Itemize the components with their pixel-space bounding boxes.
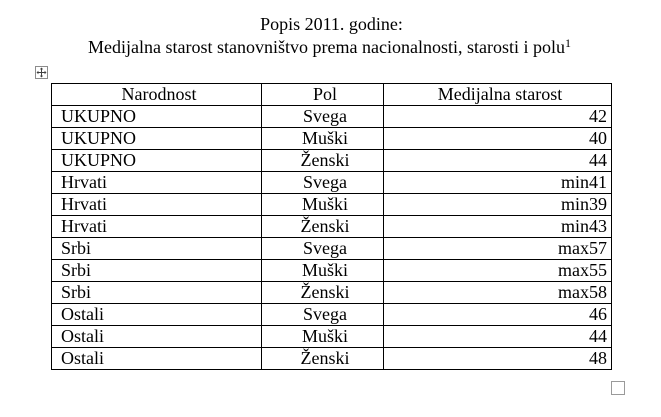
- document-subtitle: [0, 36, 660, 60]
- cell-narodnost[interactable]: Hrvati: [52, 172, 262, 194]
- table-row: [52, 216, 612, 238]
- document-title: [1, 13, 661, 35]
- cell-pol[interactable]: Svega: [262, 172, 384, 194]
- header-pol[interactable]: Pol: [262, 84, 384, 106]
- cell-narodnost[interactable]: Srbi: [52, 260, 262, 282]
- table-row: [52, 326, 612, 348]
- cell-medijalna-starost[interactable]: min41: [384, 172, 612, 194]
- cell-pol[interactable]: Muški: [262, 128, 384, 150]
- cell-pol[interactable]: Svega: [262, 106, 384, 128]
- header-narodnost[interactable]: Narodnost: [52, 84, 262, 106]
- cell-narodnost[interactable]: Ostali: [52, 304, 262, 326]
- table-row: [52, 172, 612, 194]
- cell-narodnost[interactable]: Srbi: [52, 238, 262, 260]
- cell-medijalna-starost[interactable]: max57: [384, 238, 612, 260]
- cell-medijalna-starost[interactable]: 48: [384, 348, 612, 370]
- cell-pol[interactable]: Ženski: [262, 282, 384, 304]
- median-age-table: [51, 83, 612, 370]
- cell-narodnost[interactable]: Hrvati: [52, 216, 262, 238]
- cell-narodnost[interactable]: Ostali: [52, 326, 262, 348]
- cell-medijalna-starost[interactable]: max58: [384, 282, 612, 304]
- cell-medijalna-starost[interactable]: 46: [384, 304, 612, 326]
- table-resize-handle[interactable]: [611, 381, 625, 395]
- cell-pol[interactable]: Svega: [262, 238, 384, 260]
- cell-pol[interactable]: Ženski: [262, 348, 384, 370]
- cell-pol[interactable]: Muški: [262, 260, 384, 282]
- table-row: [52, 106, 612, 128]
- cell-medijalna-starost[interactable]: min43: [384, 216, 612, 238]
- table-row: [52, 238, 612, 260]
- table-row: [52, 150, 612, 172]
- table-row: [52, 348, 612, 370]
- cell-medijalna-starost[interactable]: min39: [384, 194, 612, 216]
- table-row: [52, 128, 612, 150]
- cell-pol[interactable]: Ženski: [262, 216, 384, 238]
- table-body: [52, 106, 612, 370]
- cell-medijalna-starost[interactable]: 44: [384, 326, 612, 348]
- table-row: [52, 282, 612, 304]
- header-medijalna-starost[interactable]: Medijalna starost: [384, 84, 612, 106]
- cell-narodnost[interactable]: UKUPNO: [52, 128, 262, 150]
- cell-narodnost[interactable]: Ostali: [52, 348, 262, 370]
- cell-pol[interactable]: Muški: [262, 194, 384, 216]
- cell-narodnost[interactable]: Srbi: [52, 282, 262, 304]
- cell-medijalna-starost[interactable]: max55: [384, 260, 612, 282]
- cell-narodnost[interactable]: Hrvati: [52, 194, 262, 216]
- table-row: [52, 194, 612, 216]
- table-row: [52, 304, 612, 326]
- title-line-2: Medijalna starost stanovništvo prema nacionalnosti, starosti i polu: [88, 37, 565, 57]
- table-header-row: [52, 84, 612, 106]
- cell-medijalna-starost[interactable]: 40: [384, 128, 612, 150]
- cell-pol[interactable]: Ženski: [262, 150, 384, 172]
- table-row: [52, 260, 612, 282]
- footnote-marker[interactable]: 1: [564, 36, 571, 50]
- title-line-1: Popis 2011. godine:: [260, 14, 403, 34]
- cell-pol[interactable]: Svega: [262, 304, 384, 326]
- cell-pol[interactable]: Muški: [262, 326, 384, 348]
- cell-narodnost[interactable]: UKUPNO: [52, 106, 262, 128]
- table-move-handle[interactable]: [35, 66, 48, 79]
- move-arrows-icon: [36, 67, 47, 78]
- cell-medijalna-starost[interactable]: 42: [384, 106, 612, 128]
- cell-medijalna-starost[interactable]: 44: [384, 150, 612, 172]
- cell-narodnost[interactable]: UKUPNO: [52, 150, 262, 172]
